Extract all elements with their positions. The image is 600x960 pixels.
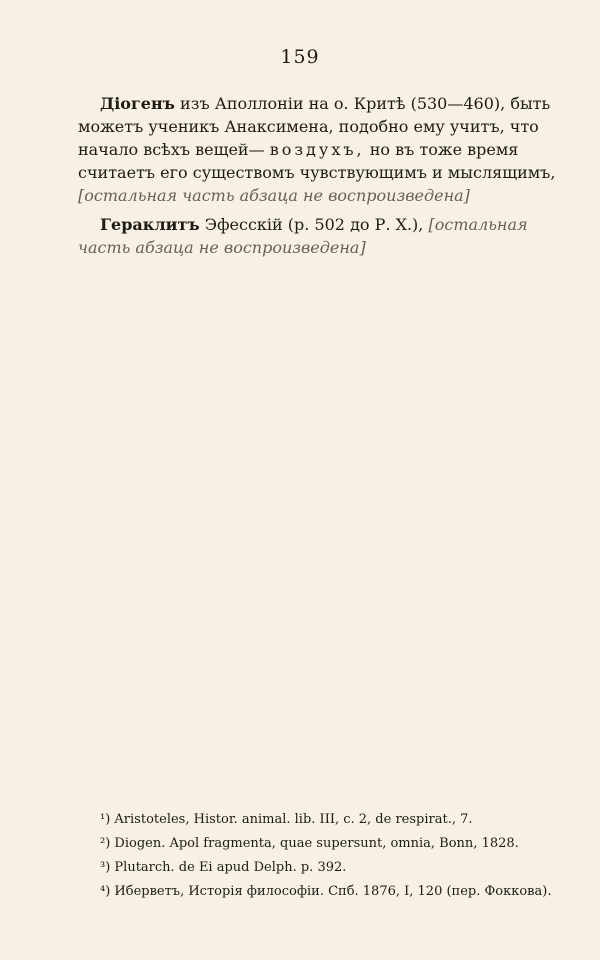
- paragraph-spaced-term: воздухъ,: [269, 140, 365, 159]
- paragraph-heraclitus: [78, 213, 564, 259]
- footnote-3: ³) Plutarch. de Ei apud Delph. p. 392.: [100, 860, 347, 875]
- paragraph-tail: но въ тоже время считаетъ его существомъ чувствующимъ и мыслящимъ,: [78, 140, 556, 182]
- paragraph-diogenes: [78, 92, 564, 207]
- footnote-4: ⁴) Иберветъ, Исторія философіи. Спб. 1876, I, 120 (пер. Фоккова).: [100, 884, 552, 899]
- page-number: 159: [280, 46, 320, 68]
- body-text: [78, 92, 564, 265]
- omission-note: [остальная часть абзаца не воспроизведена]: [78, 215, 528, 257]
- paragraph-lead-name: Гераклитъ: [100, 215, 200, 234]
- footnote-1: ¹) Aristoteles, Histor. animal. lib. III, c. 2, de respirat., 7.: [100, 812, 473, 827]
- footnotes: [100, 808, 564, 904]
- paragraph-text: Эфесскій (р. 502 до Р. Х.),: [204, 215, 424, 234]
- omission-note: [остальная часть абзаца не воспроизведена]: [78, 186, 470, 205]
- footnote-2: ²) Diogen. Apol fragmenta, quae supersunt, omnia, Bonn, 1828.: [100, 836, 519, 851]
- paragraph-text: изъ Аполлоніи на о. Критѣ (530—460), быть можетъ ученикъ Анаксимена, подобно ему учитъ, что начало всѣхъ вещей—: [78, 94, 551, 159]
- paragraph-lead-name: Діогенъ: [100, 94, 175, 113]
